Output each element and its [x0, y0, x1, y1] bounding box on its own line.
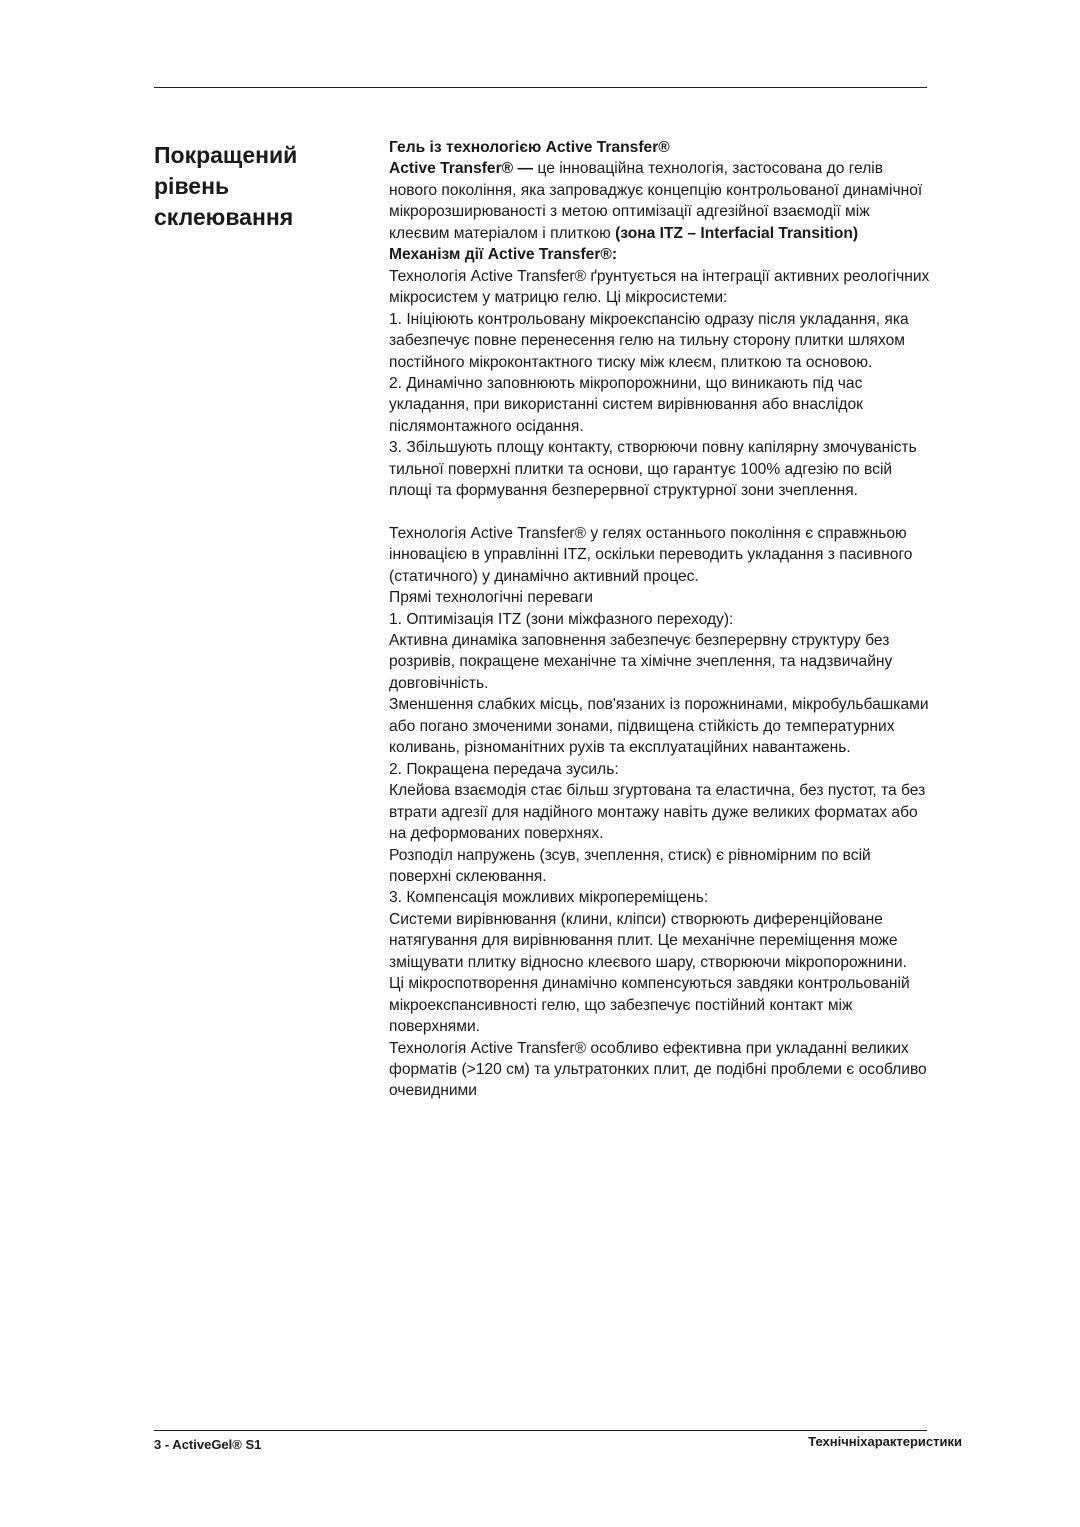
section-title-line-1: Покращений: [154, 142, 298, 168]
paragraph-6: Прямі технологічні переваги: [389, 589, 593, 607]
paragraph-1: Технологія Active Transfer® ґрунтується на інтеграції активних реологічних мікросистем у матрицю гелю. Ці мікросистеми:: [389, 267, 930, 307]
section-title: [154, 140, 354, 233]
paragraph-8: Активна динаміка заповнення забезпечує безперервну структуру без розривів, покращене механічне та хімічне зчеплення, та надзвичайну довговічність.: [389, 631, 893, 692]
intro-main: це інноваційна технологія, застосована до гелів нового покоління, яка запроваджує концепцію контрольованої динамічної мікророзширюваності з метою оптимізації адгезійної взаємодії між клеєвим матеріалом і плиткою: [389, 160, 923, 242]
paragraph-15: Ці мікроспотворення динамічно компенсуються завдяки контрольованій мікроекспансивності гелю, що забезпечує постійний контакт між поверхнями.: [389, 975, 910, 1036]
paragraph-2: 1. Ініціюють контрольовану мікроекспансію одразу після укладання, яка забезпечує повне перенесення гелю на тильну сторону плитки шляхом постійного мікроконтактного тиску між клеєм, плиткою та основою.: [389, 310, 909, 371]
paragraph-10: 2. Покращена передача зусиль:: [389, 760, 619, 778]
body-text: [389, 137, 934, 1102]
section-title-line-2: рівень: [154, 173, 230, 199]
paragraph-11: Клейова взаємодія стає більш згуртована та еластична, без пустот, та без втрати адгезії для надійного монтажу навіть дуже великих форматах або на деформованих поверхнях.: [389, 782, 926, 843]
paragraph-12: Розподіл напружень (зсув, зчеплення, стиск) є рівномірним по всій поверхні склеювання.: [389, 846, 871, 885]
paragraph-13: 3. Компенсація можливих мікропереміщень:: [389, 889, 709, 907]
footer-divider: [154, 1430, 927, 1431]
paragraph-4: 3. Збільшують площу контакту, створюючи повну капілярну змочуваність тильної поверхні плитки та основи, що гарантує 100% адгезію по всій площі та формування безперервної структурної зони зчеплення.: [389, 439, 917, 500]
footer-page-label: 3 - ActiveGel® S1: [154, 1437, 262, 1452]
intro-lead: Active Transfer® —: [389, 160, 538, 178]
intro-paragraph: [389, 158, 934, 244]
paragraph-3: 2. Динамічно заповнюють мікропорожнини, що виникають під час укладання, при використанні систем вирівнювання або внаслідок післямонтажного осідання.: [389, 374, 863, 435]
content-heading: Гель із технологією Active Transfer®: [389, 139, 670, 156]
paragraph-16: Технологія Active Transfer® особливо ефективна при укладанні великих форматів (>120 см) та ультратонких плит, де подібні проблеми є особливо очевидними: [389, 1039, 927, 1100]
mechanism-heading: Механізм дії Active Transfer®:: [389, 246, 618, 264]
paragraph-7: 1. Оптимізація ITZ (зони міжфазного переходу):: [389, 610, 734, 628]
paragraph-14: Системи вирівнювання (клини, кліпси) створюють диференційоване натягування для вирівнювання плит. Це механічне переміщення може зміщувати плитку відносно клеєвого шару, створюючи мікропорожнини.: [389, 910, 907, 971]
section-title-line-3: склеювання: [154, 204, 294, 230]
paragraph-5: Технологія Active Transfer® у гелях останнього покоління є справжньою інновацією в управлінні ITZ, оскільки переводить укладання з пасивного (статичного) у динамічно активний процес.: [389, 524, 913, 585]
paragraph-9: Зменшення слабких місць, пов'язаних із порожнинами, мікробульбашками або погано змоченими зонами, підвищена стійкість до температурних коливань, різноманітних рухів та експлуатаційних навантажень.: [389, 696, 929, 757]
intro-tail: (зона ITZ – Interfacial Transition): [615, 224, 859, 242]
top-divider: [154, 87, 927, 88]
paragraph-gap: [389, 502, 934, 523]
footer-section-label: Технічніхарактеристики: [808, 1434, 962, 1449]
